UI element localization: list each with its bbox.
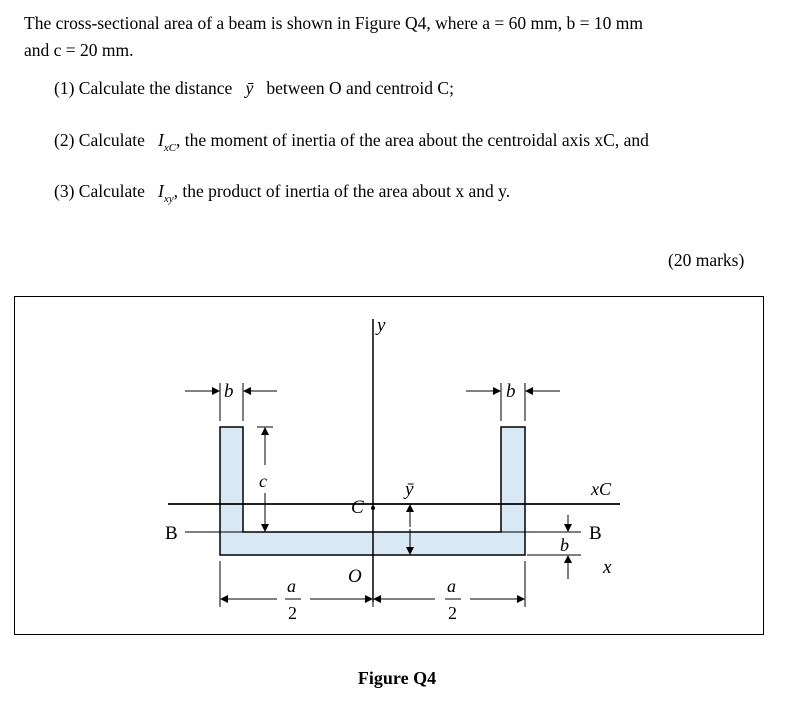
part-3-suffix: , the product of inertia of the area about x and y. xyxy=(173,181,511,201)
a-left-denominator: 2 xyxy=(288,603,297,623)
a-left-numerator: a xyxy=(287,576,296,596)
b-left-label: b xyxy=(224,381,234,402)
part-3-prefix: (3) Calculate xyxy=(54,181,145,201)
part-2-prefix: (2) Calculate xyxy=(54,130,145,150)
intro-line-1: The cross-sectional area of a beam is shown in Figure Q4, where a = 60 mm, b = 10 mm xyxy=(24,13,643,33)
b-left-end-label: B xyxy=(165,523,178,544)
figure-frame xyxy=(14,296,764,635)
ixc-symbol: I xyxy=(157,130,164,150)
intro-line-2: and c = 20 mm. xyxy=(24,40,134,60)
b-side-label: b xyxy=(560,535,569,555)
part-1-prefix: (1) Calculate the distance xyxy=(54,78,233,98)
part-1-suffix: between O and centroid C; xyxy=(266,78,454,98)
part-2 xyxy=(54,130,649,154)
ixy-symbol: I xyxy=(157,181,164,201)
ybar-symbol: ȳ xyxy=(245,78,254,98)
a-right-denominator: 2 xyxy=(448,603,457,623)
centroid-point xyxy=(371,506,375,510)
b-right-label: b xyxy=(506,381,516,402)
figure-q4 xyxy=(15,297,763,634)
centroid-label: C xyxy=(351,497,364,518)
figure-caption: Figure Q4 xyxy=(357,668,437,688)
y-axis-label: y xyxy=(377,315,386,336)
c-label: c xyxy=(259,471,267,491)
a-right-numerator: a xyxy=(447,576,456,596)
ixy-subscript: xy xyxy=(163,193,174,205)
marks: (20 marks) xyxy=(668,250,745,270)
x-axis-label: x xyxy=(603,557,612,578)
origin-label: O xyxy=(348,566,362,587)
part-2-suffix: , the moment of inertia of the area about the centroidal axis xC, and xyxy=(176,130,649,150)
b-right-end-label: B xyxy=(589,523,602,544)
ixc-subscript: xC xyxy=(163,142,177,154)
ybar-label: ȳ xyxy=(405,479,414,500)
xc-axis-label: xC xyxy=(591,479,611,499)
part-1 xyxy=(54,80,454,98)
part-3 xyxy=(54,181,511,205)
